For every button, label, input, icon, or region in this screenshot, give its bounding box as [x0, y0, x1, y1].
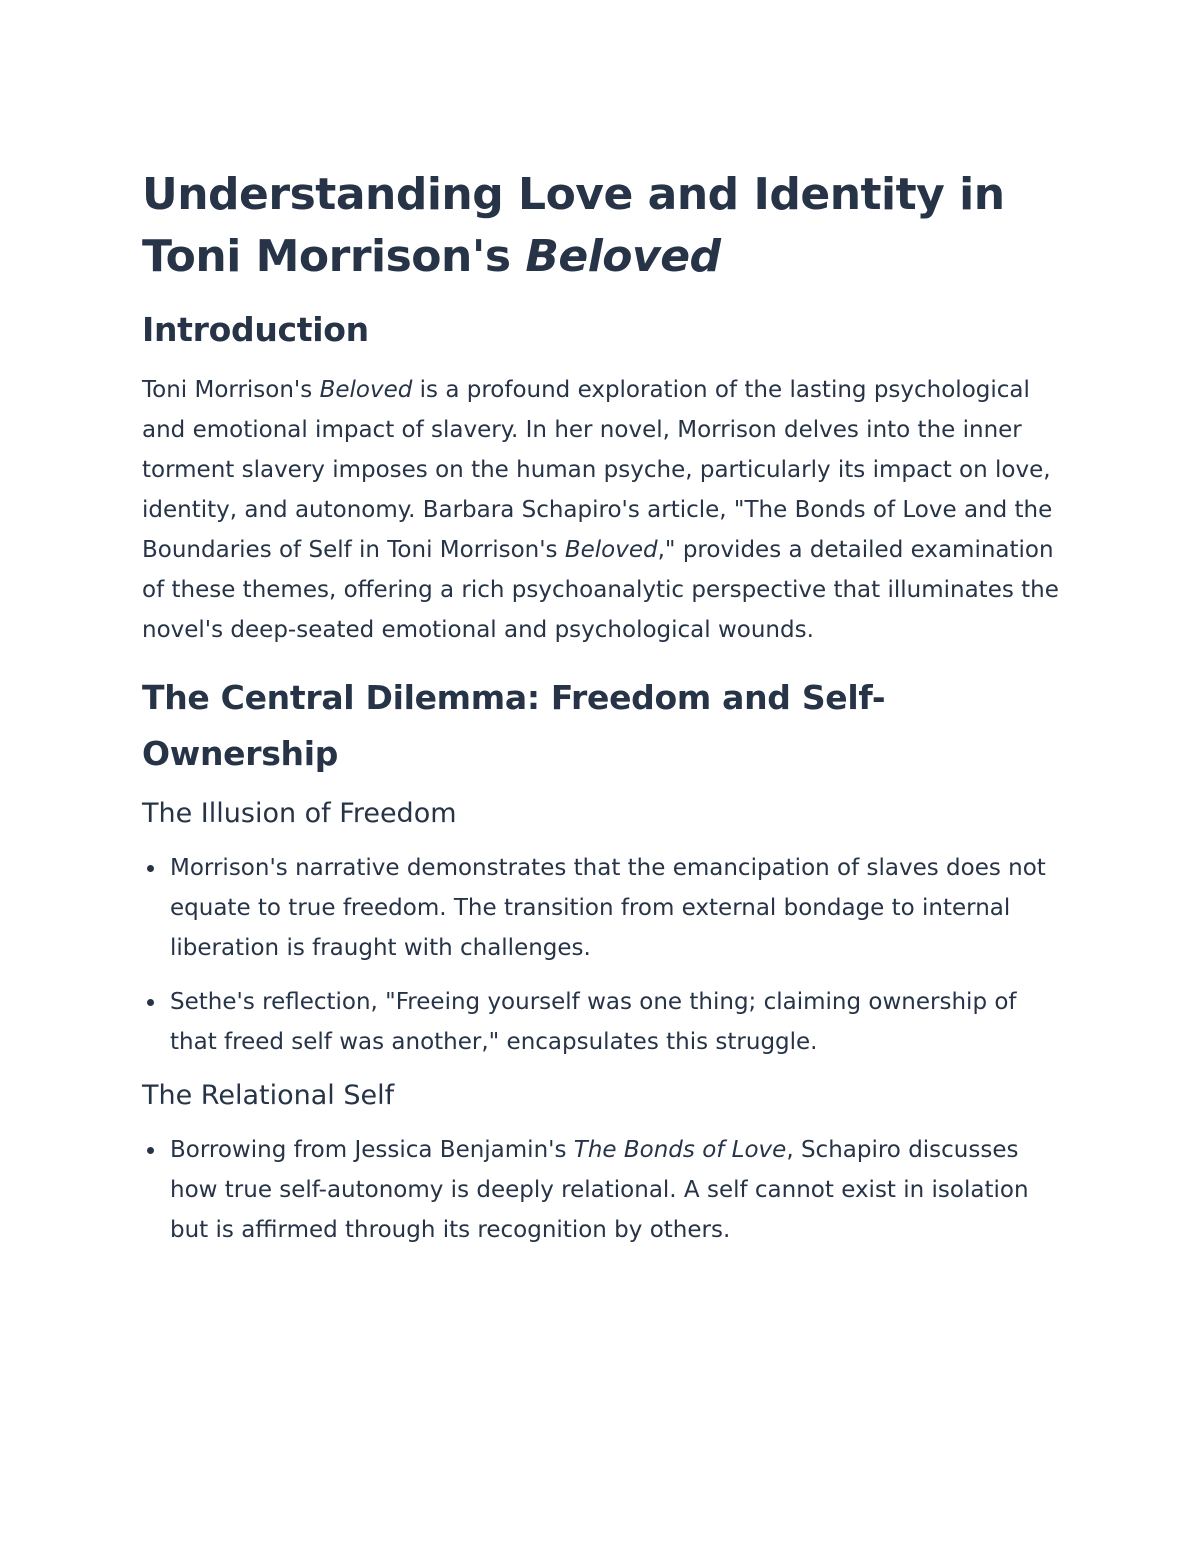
relational-bullet-list	[142, 1130, 1062, 1250]
title-italic: Beloved	[525, 231, 721, 282]
list-item: Morrison's narrative demonstrates that the emancipation of slaves does not equate to true freedom. The transition from external bondage to internal liberation is fraught with challenges.	[170, 848, 1062, 968]
heading-introduction: Introduction	[142, 310, 369, 349]
intro-italic-2: Beloved	[564, 537, 658, 563]
heading-relational-self: The Relational Self	[142, 1080, 395, 1111]
heading-illusion-of-freedom: The Illusion of Freedom	[142, 798, 457, 829]
title-text: Understanding Love and Identity in Toni Morrison's	[142, 169, 1005, 282]
document-page	[142, 164, 1062, 1264]
intro-text-3: ," provides a detailed examination of these themes, offering a rich psychoanalytic perspective that illuminates the novel's deep-seated emotional and psychological wounds.	[142, 537, 1059, 643]
relational-text-1: Borrowing from Jessica Benjamin's	[170, 1137, 574, 1163]
intro-text-1: Toni Morrison's	[142, 377, 320, 403]
heading-central-dilemma: The Central Dilemma: Freedom and Self-Ownership	[142, 678, 886, 773]
intro-text-2: is a profound exploration of the lasting psychological and emotional impact of slavery. In her novel, Morrison delves into the inner torment slavery imposes on the human psyche, particularly its impact on love, identity, and autonomy. Barbara Schapiro's article, "The Bonds of Love and the Boundaries of Self in Toni Morrison's	[142, 377, 1053, 563]
relational-italic: The Bonds of Love	[573, 1137, 787, 1163]
document-title	[142, 164, 1062, 288]
intro-italic-1: Beloved	[319, 377, 413, 403]
intro-paragraph	[142, 370, 1062, 650]
list-item: Sethe's reflection, "Freeing yourself was one thing; claiming ownership of that freed self was another," encapsulates this struggle.	[170, 982, 1062, 1062]
relational-text-2: , Schapiro discusses how true self-autonomy is deeply relational. A self cannot exist in isolation but is affirmed through its recognition by others.	[170, 1137, 1029, 1243]
illusion-bullet-list	[142, 848, 1062, 1062]
list-item	[170, 1130, 1062, 1250]
